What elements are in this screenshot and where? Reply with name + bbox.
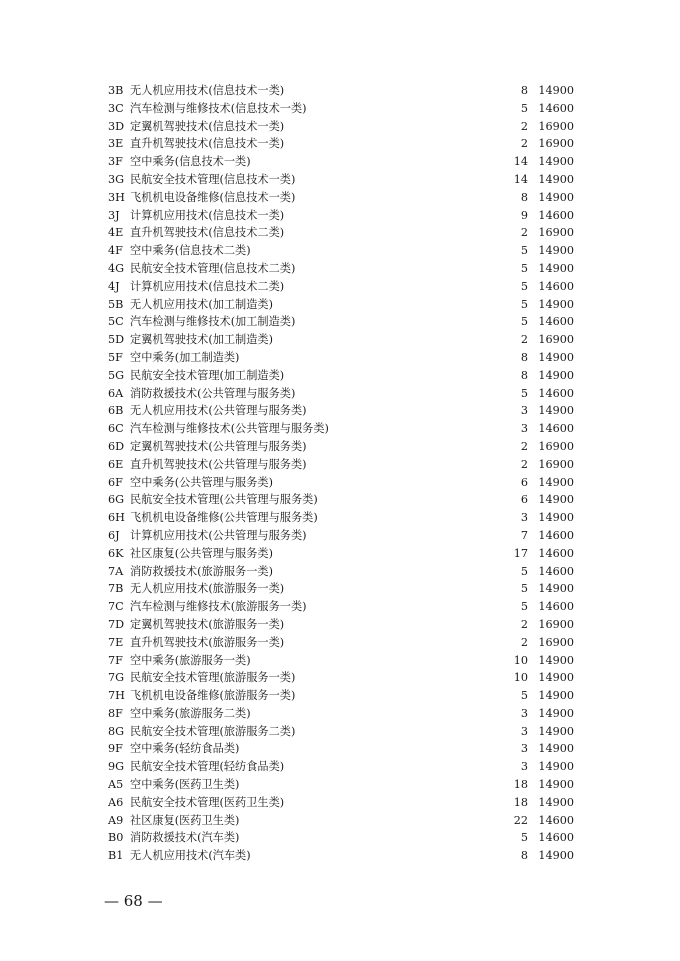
program-code: 6K [108,546,124,560]
enrollment-count: 5 [520,315,528,329]
program-name: 飞机机电设备维修(公共管理与服务类) [130,511,318,525]
tuition-fee: 14900 [538,795,574,809]
tuition-fee: 14900 [538,368,574,382]
table-row [108,153,574,171]
enrollment-count: 2 [520,137,528,151]
tuition-fee: 14600 [538,528,574,542]
program-code: 9G [108,760,125,774]
program-code: 3H [108,190,125,204]
program-code: 6G [108,493,125,507]
program-code: 3G [108,172,125,186]
table-row [108,545,574,563]
program-name: 空中乘务(轻纺食品类) [130,742,240,756]
enrollment-count: 3 [520,511,528,525]
program-code: 5C [108,315,124,329]
tuition-fee: 16900 [538,119,574,133]
enrollment-count: 2 [520,617,528,631]
program-name: 飞机机电设备维修(旅游服务一类) [130,689,296,703]
program-code: 7D [108,617,125,631]
program-code: 3D [108,119,125,133]
table-row [108,847,574,865]
program-name: 民航安全技术管理(加工制造类) [130,368,285,382]
program-code: 4J [108,279,120,293]
table-row [108,456,574,474]
program-code: 8F [108,706,123,720]
table-row [108,296,574,314]
table-row [108,313,574,331]
tuition-fee: 16900 [538,617,574,631]
tuition-fee: 14600 [538,831,574,845]
tuition-fee: 14900 [538,582,574,596]
table-row [108,474,574,492]
table-row [108,669,574,687]
program-name: 直升机驾驶技术(信息技术一类) [130,137,285,151]
enrollment-count: 2 [520,119,528,133]
table-row [108,509,574,527]
tuition-fee: 16900 [538,439,574,453]
program-code: 6H [108,511,125,525]
program-code: B1 [108,849,124,863]
program-code: 6D [108,439,125,453]
tuition-fee: 14900 [538,671,574,685]
program-code: 4G [108,261,125,275]
program-name: 消防救援技术(汽车类) [130,831,240,845]
program-code: 6C [108,422,124,436]
enrollment-count: 2 [520,333,528,347]
table-row [108,598,574,616]
enrollment-count: 3 [520,706,528,720]
table-row [108,776,574,794]
enrollment-count: 22 [513,813,528,827]
table-row [108,812,574,830]
program-name: 民航安全技术管理(轻纺食品类) [130,760,285,774]
tuition-fee: 14600 [538,813,574,827]
enrollment-count: 3 [520,422,528,436]
enrollment-count: 5 [520,689,528,703]
program-name: 无人机应用技术(汽车类) [130,849,251,863]
program-name: 空中乘务(信息技术一类) [130,155,251,169]
enrollment-count: 18 [513,778,528,792]
program-name: 计算机应用技术(信息技术二类) [130,279,285,293]
program-name: 空中乘务(旅游服务一类) [130,653,251,667]
table-row [108,438,574,456]
program-name: 计算机应用技术(公共管理与服务类) [130,528,307,542]
tuition-fee: 14600 [538,422,574,436]
table-row [108,207,574,225]
enrollment-count: 3 [520,742,528,756]
program-name: 飞机机电设备维修(信息技术一类) [130,190,296,204]
program-name: 无人机应用技术(信息技术一类) [130,84,285,97]
enrollment-count: 6 [520,475,528,489]
program-code: 7A [108,564,124,578]
tuition-fee: 14900 [538,849,574,863]
program-code: 7B [108,582,124,596]
enrollment-count: 2 [520,457,528,471]
tuition-fee: 14900 [538,84,574,97]
table-row [108,349,574,367]
tuition-fee: 16900 [538,457,574,471]
tuition-fee: 14600 [538,279,574,293]
program-name: 定翼机驾驶技术(旅游服务一类) [130,617,285,631]
table-row [108,224,574,242]
table-row [108,687,574,705]
page-number: — 68 — [104,892,163,910]
enrollment-count: 5 [520,279,528,293]
program-code: 9F [108,742,123,756]
program-code: A6 [108,795,124,809]
table-row [108,189,574,207]
program-code: 5B [108,297,124,311]
table-row [108,402,574,420]
table-row [108,794,574,812]
tuition-fee: 14900 [538,155,574,169]
enrollment-count: 5 [520,582,528,596]
tuition-fee: 14600 [538,101,574,115]
program-name: 空中乘务(旅游服务二类) [130,706,251,720]
tuition-fee: 14600 [538,315,574,329]
program-name: 空中乘务(信息技术二类) [130,244,251,258]
enrollment-count: 2 [520,635,528,649]
tuition-fee: 14900 [538,511,574,525]
table-row [108,580,574,598]
program-code: A5 [108,778,124,792]
tuition-fee: 14600 [538,546,574,560]
tuition-fee: 14900 [538,172,574,186]
table-row [108,829,574,847]
program-name: 汽车检测与维修技术(旅游服务一类) [130,600,307,614]
program-code: 6A [108,386,124,400]
enrollment-count: 5 [520,831,528,845]
program-code: 7H [108,689,125,703]
tuition-fee: 14600 [538,208,574,222]
table-row [108,758,574,776]
tuition-fee: 14600 [538,600,574,614]
enrollment-count: 2 [520,439,528,453]
tuition-fee: 14900 [538,742,574,756]
tuition-fee: 16900 [538,635,574,649]
table-row [108,242,574,260]
tuition-fee: 14900 [538,778,574,792]
enrollment-count: 8 [520,84,528,97]
program-name: 直升机驾驶技术(旅游服务一类) [130,635,285,649]
program-code: 5G [108,368,125,382]
program-code: 5F [108,350,123,364]
tuition-fee: 14900 [538,190,574,204]
program-code: 6E [108,457,124,471]
program-name: 社区康复(医药卫生类) [130,813,240,827]
program-name: 空中乘务(加工制造类) [130,350,240,364]
program-code: B0 [108,831,124,845]
tuition-fee: 14900 [538,689,574,703]
tuition-fee: 14900 [538,244,574,258]
tuition-fee: 16900 [538,137,574,151]
table-row [108,385,574,403]
enrollment-count: 5 [520,600,528,614]
program-name: 定翼机驾驶技术(公共管理与服务类) [130,439,307,453]
enrollment-count: 7 [520,528,528,542]
enrollment-count: 5 [520,101,528,115]
tuition-fee: 14900 [538,404,574,418]
program-name: 民航安全技术管理(旅游服务二类) [130,724,296,738]
tuition-fee: 14900 [538,724,574,738]
table-row [108,331,574,349]
program-name: 直升机驾驶技术(公共管理与服务类) [130,457,307,471]
enrollment-count: 8 [520,849,528,863]
table-row [108,634,574,652]
table-row [108,100,574,118]
program-name: 民航安全技术管理(公共管理与服务类) [130,493,318,507]
table-row [108,740,574,758]
enrollment-count: 18 [513,795,528,809]
table-row [108,652,574,670]
table-row [108,367,574,385]
enrollment-count: 5 [520,386,528,400]
program-code: 6B [108,404,124,418]
tuition-fee: 14900 [538,760,574,774]
program-code: 7C [108,600,124,614]
enrollment-count: 9 [520,208,528,222]
tuition-fee: 14600 [538,564,574,578]
tuition-fee: 14900 [538,297,574,311]
program-code: 3B [108,84,124,97]
program-name: 汽车检测与维修技术(加工制造类) [130,315,296,329]
enrollment-count: 10 [513,671,528,685]
program-code: A9 [108,813,124,827]
enrollment-count: 3 [520,724,528,738]
program-code: 3F [108,155,123,169]
table-row [108,82,574,100]
program-name: 民航安全技术管理(信息技术一类) [130,172,296,186]
program-name: 计算机应用技术(信息技术一类) [130,208,285,222]
program-name: 定翼机驾驶技术(信息技术一类) [130,119,285,133]
enrollment-count: 6 [520,493,528,507]
program-name: 民航安全技术管理(旅游服务一类) [130,671,296,685]
program-name: 无人机应用技术(旅游服务一类) [130,582,285,596]
program-name: 定翼机驾驶技术(加工制造类) [130,333,273,347]
program-name: 民航安全技术管理(信息技术二类) [130,261,296,275]
program-code: 3J [108,208,120,222]
program-code: 3C [108,101,124,115]
enrollment-count: 2 [520,226,528,240]
program-name: 消防救援技术(旅游服务一类) [130,564,273,578]
enrollment-count: 8 [520,350,528,364]
program-code: 3E [108,137,124,151]
table-row [108,135,574,153]
tuition-fee: 14600 [538,386,574,400]
program-code: 4F [108,244,123,258]
program-code: 6J [108,528,120,542]
enrollment-count: 8 [520,190,528,204]
program-code: 7F [108,653,123,667]
enrollment-count: 5 [520,261,528,275]
enrollment-count: 8 [520,368,528,382]
enrollment-count: 14 [513,172,528,186]
program-name: 空中乘务(医药卫生类) [130,778,240,792]
program-name: 无人机应用技术(加工制造类) [130,297,273,311]
enrollment-count: 5 [520,297,528,311]
enrollment-count: 5 [520,564,528,578]
tuition-fee: 14900 [538,493,574,507]
table-row [108,491,574,509]
table-row [108,420,574,438]
table-row [108,118,574,136]
enrollment-count: 14 [513,155,528,169]
tuition-fee: 14900 [538,475,574,489]
enrollment-count: 17 [513,546,528,560]
tuition-fee: 16900 [538,333,574,347]
program-code: 6F [108,475,123,489]
enrollment-count: 10 [513,653,528,667]
program-name: 民航安全技术管理(医药卫生类) [130,795,285,809]
table-row [108,616,574,634]
program-code: 7E [108,635,124,649]
program-code: 4E [108,226,124,240]
program-code: 7G [108,671,125,685]
tuition-fee: 16900 [538,226,574,240]
program-name: 汽车检测与维修技术(信息技术一类) [130,101,307,115]
table-row [108,563,574,581]
program-name: 社区康复(公共管理与服务类) [130,546,273,560]
table-row [108,723,574,741]
table-row [108,278,574,296]
enrollment-count: 3 [520,404,528,418]
program-table [108,82,574,865]
program-name: 汽车检测与维修技术(公共管理与服务类) [130,422,329,436]
enrollment-count: 3 [520,760,528,774]
program-name: 消防救援技术(公共管理与服务类) [130,386,296,400]
table-row [108,260,574,278]
enrollment-count: 5 [520,244,528,258]
table-row [108,171,574,189]
program-name: 直升机驾驶技术(信息技术二类) [130,226,285,240]
tuition-fee: 14900 [538,706,574,720]
program-code: 8G [108,724,125,738]
program-name: 空中乘务(公共管理与服务类) [130,475,273,489]
tuition-fee: 14900 [538,350,574,364]
tuition-fee: 14900 [538,653,574,667]
program-name: 无人机应用技术(公共管理与服务类) [130,404,307,418]
program-code: 5D [108,333,125,347]
table-row [108,705,574,723]
tuition-fee: 14900 [538,261,574,275]
table-row [108,527,574,545]
